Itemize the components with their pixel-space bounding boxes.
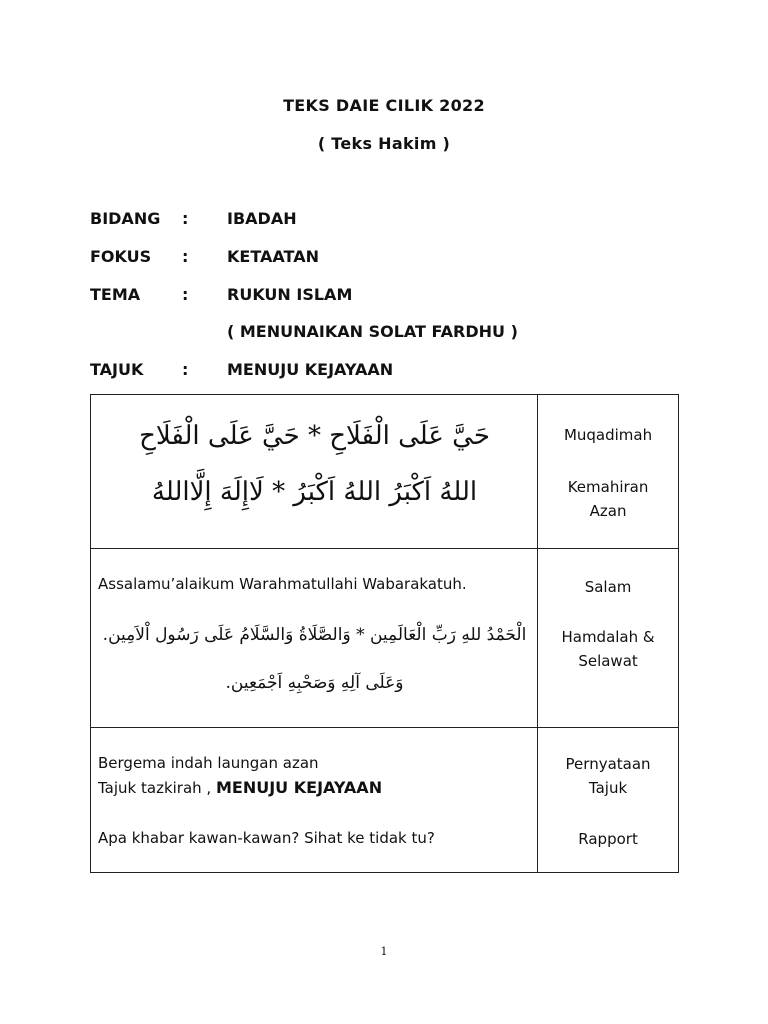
greeting-text: Assalamu’alaikum Warahmatullahi Wabarakatuh. <box>98 575 467 593</box>
section-label: Kemahiran <box>567 478 649 496</box>
table-row-muqadimah <box>91 395 679 549</box>
section-label: Rapport <box>578 830 638 848</box>
arabic-hamdalah-line-2: وَعَلَى آلِهِ وَصَحْبِهِ اَجْمَعِين. <box>225 673 404 693</box>
meta-colon: : <box>182 360 189 379</box>
side-cell <box>538 395 679 549</box>
meta-colon: : <box>182 209 189 228</box>
meta-label: BIDANG <box>90 209 161 228</box>
table-row-tajuk <box>91 728 679 873</box>
topic-prefix: Tajuk tazkirah , <box>98 779 212 797</box>
script-table <box>90 394 679 873</box>
meta-value: IBADAH <box>227 209 297 228</box>
section-label: Hamdalah & <box>561 628 655 646</box>
topic-line <box>98 778 382 797</box>
meta-label: TAJUK <box>90 360 144 379</box>
page-number: 1 <box>380 945 388 958</box>
table-row-salam <box>91 549 679 728</box>
document-title: TEKS DAIE CILIK 2022 <box>283 96 485 115</box>
arabic-azan-line-2: اللهُ اَكْبَرُ اللهُ اَكْبَرُ * لَاإِلَهَ إِلَّااللهُ <box>151 477 478 507</box>
rapport-line: Apa khabar kawan-kawan? Sihat ke tidak tu? <box>98 829 435 847</box>
section-label: Selawat <box>578 652 638 670</box>
content-cell <box>91 549 538 728</box>
meta-colon: : <box>182 247 189 266</box>
side-cell <box>538 728 679 873</box>
side-cell <box>538 549 679 728</box>
section-label: Tajuk <box>588 779 628 797</box>
opening-line: Bergema indah laungan azan <box>98 754 319 772</box>
content-cell <box>91 395 538 549</box>
arabic-hamdalah-line-1: الْحَمْدُ للهِ رَبِّ الْعَالَمِين * وَالصَّلَاةُ وَالسَّلَامُ عَلَى رَسُول اْلاَمِين. <box>102 625 527 645</box>
meta-label: FOKUS <box>90 247 152 266</box>
section-label: Muqadimah <box>563 426 653 444</box>
meta-value: RUKUN ISLAM <box>227 285 353 304</box>
meta-value: ( MENUNAIKAN SOLAT FARDHU ) <box>227 322 518 341</box>
meta-value: MENUJU KEJAYAAN <box>227 360 394 379</box>
meta-value: KETAATAN <box>227 247 319 266</box>
content-cell <box>91 728 538 873</box>
section-label: Pernyataan <box>565 755 651 773</box>
document-subtitle: ( Teks Hakim ) <box>317 134 451 153</box>
arabic-azan-line-1: حَيَّ عَلَى الْفَلَاحِ * حَيَّ عَلَى الْفَلَاحِ <box>139 421 490 451</box>
meta-colon: : <box>182 285 189 304</box>
topic-title: MENUJU KEJAYAAN <box>215 778 383 797</box>
meta-label: TEMA <box>90 285 141 304</box>
section-label: Salam <box>584 578 632 596</box>
section-label: Azan <box>589 502 627 520</box>
